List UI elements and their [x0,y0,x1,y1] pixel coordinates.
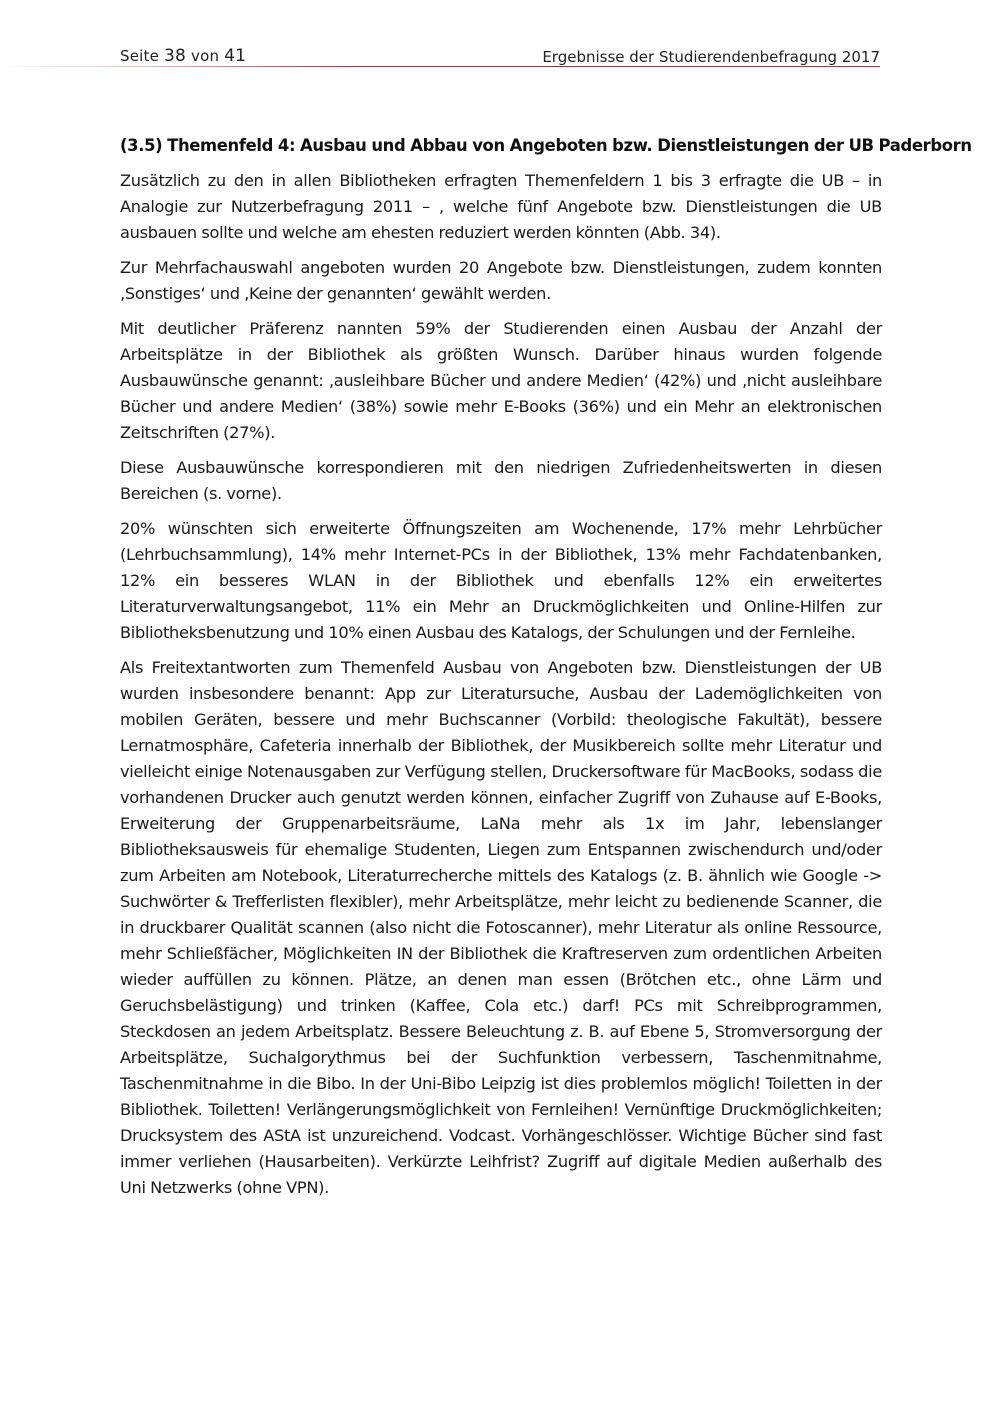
page-label: Seite [120,47,160,65]
header-divider [0,66,880,67]
document-body [120,133,972,1210]
paragraph-intro: Zusätzlich zu den in allen Bibliotheken erfragten Themenfeldern 1 bis 3 erfragte die UB – in Analogie zur Nutzerbefragung 2011 – , welche fünf Angebote bzw. Dienstleistungen die UB ausbauen sollte und welche am ehesten reduziert werden könnten (Abb. 34). [120,171,882,242]
paragraph-further-wishes: 20% wünschten sich erweiterte Öffnungszeiten am Wochenende, 17% mehr Lehrbücher (Lehrbuchsammlung), 14% mehr Internet-PCs in der Bibliothek, 13% mehr Fachdatenbanken, 12% ein besseres WLAN in der Bibliothek und ebenfalls 12% ein erweitertes Literaturverwaltungsangebot, 11% ein Mehr an Druckmöglichkeiten und Online-Hilfen zur Bibliotheksbenutzung und 10% einen Ausbau des Katalogs, der Schulungen und der Fernleihe. [120,519,882,642]
report-title: Ergebnisse der Studierendenbefragung 2017 [542,48,880,66]
page-of: von [191,47,220,65]
paragraph-free-text-answers: Als Freitextantworten zum Themenfeld Ausbau von Angeboten bzw. Dienstleistungen der UB wurden insbesondere benannt: App zur Literatursuche, Ausbau der Lademöglichkeiten von mobilen Geräten, bessere und mehr Buchscanner (Vorbild: theologische Fakultät), bessere Lernatmosphäre, Cafeteria innerhalb der Bibliothek, der Musikbereich sollte mehr Literatur und vielleicht einige Notenausgaben zur Verfügung stellen, Druckersoftware für MacBooks, sodass die vorhandenen Drucker auch genutzt werden können, einfacher Zugriff von Zuhause auf E-Books, Erweiterung der Gruppenarbeitsräume, LaNa mehr als 1x im Jahr, lebenslanger Bibliotheksausweis für ehemalige Studenten, Liegen zum Entspannen zwischendurch und/oder zum Arbeiten am Notebook, Literaturrecherche mittels des Katalogs (z. B. ähnlich wie Google -> Suchwörter & Trefferlisten flexibler), mehr Arbeitsplätze, mehr leicht zu bedienende Scanner, die in druckbarer Qualität scannen (also nicht die Fotoscanner), mehr Literatur als online Ressource, mehr Schließfächer, Möglichkeiten IN der Bibliothek die Kraftreserven zum ordentlichen Arbeiten wieder auffüllen zu können. Plätze, an denen man essen (Brötchen etc., ohne Lärm und Geruchsbelästigung) und trinken (Kaffee, Cola etc.) darf! PCs mit Schreibprogrammen, Steckdosen an jedem Arbeitsplatz. Bessere Beleuchtung z. B. auf Ebene 5, Stromversorgung der Arbeitsplätze, Suchalgorythmus bei der Suchfunktion verbessern, Taschenmitnahme, Taschenmitnahme in die Bibo. In der Uni-Bibo Leipzig ist dies problemlos möglich! Toiletten in der Bibliothek. Toiletten! Verlängerungsmöglichkeit von Fernleihen! Vernünftige Druckmöglichkeiten; Drucksystem des AStA ist unzureichend. Vodcast. Vorhängeschlösser. Wichtige Bücher sind fast immer verliehen (Hausarbeiten). Verkürzte Leihfrist? Zugriff auf digitale Medien außerhalb des Uni Netzwerks (ohne VPN). [120,658,882,1197]
paragraph-top-wishes: Mit deutlicher Präferenz nannten 59% der Studierenden einen Ausbau der Anzahl der Arbeitsplätze in der Bibliothek als größten Wunsch. Darüber hinaus wurden folgende Ausbauwünsche genannt: ‚ausleihbare Bücher und andere Medien‘ (42%) und ‚nicht ausleihbare Bücher und andere Medien‘ (38%) sowie mehr E-Books (36%) und ein Mehr an elektronischen Zeitschriften (27%). [120,319,882,442]
paragraph-satisfaction-link: Diese Ausbauwünsche korrespondieren mit den niedrigen Zufriedenheitswerten in diesen Bereichen (s. vorne). [120,458,882,503]
page-total: 41 [224,46,247,66]
paragraph-selection-options: Zur Mehrfachauswahl angeboten wurden 20 Angebote bzw. Dienstleistungen, zudem konnten ‚Sonstiges‘ und ‚Keine der genannten‘ gewählt werden. [120,258,882,303]
section-heading: (3.5) Themenfeld 4: Ausbau und Abbau von Angeboten bzw. Dienstleistungen der UB Paderborn [120,136,972,155]
page-current: 38 [164,46,187,66]
page-number [120,46,246,66]
page-header [120,38,880,66]
